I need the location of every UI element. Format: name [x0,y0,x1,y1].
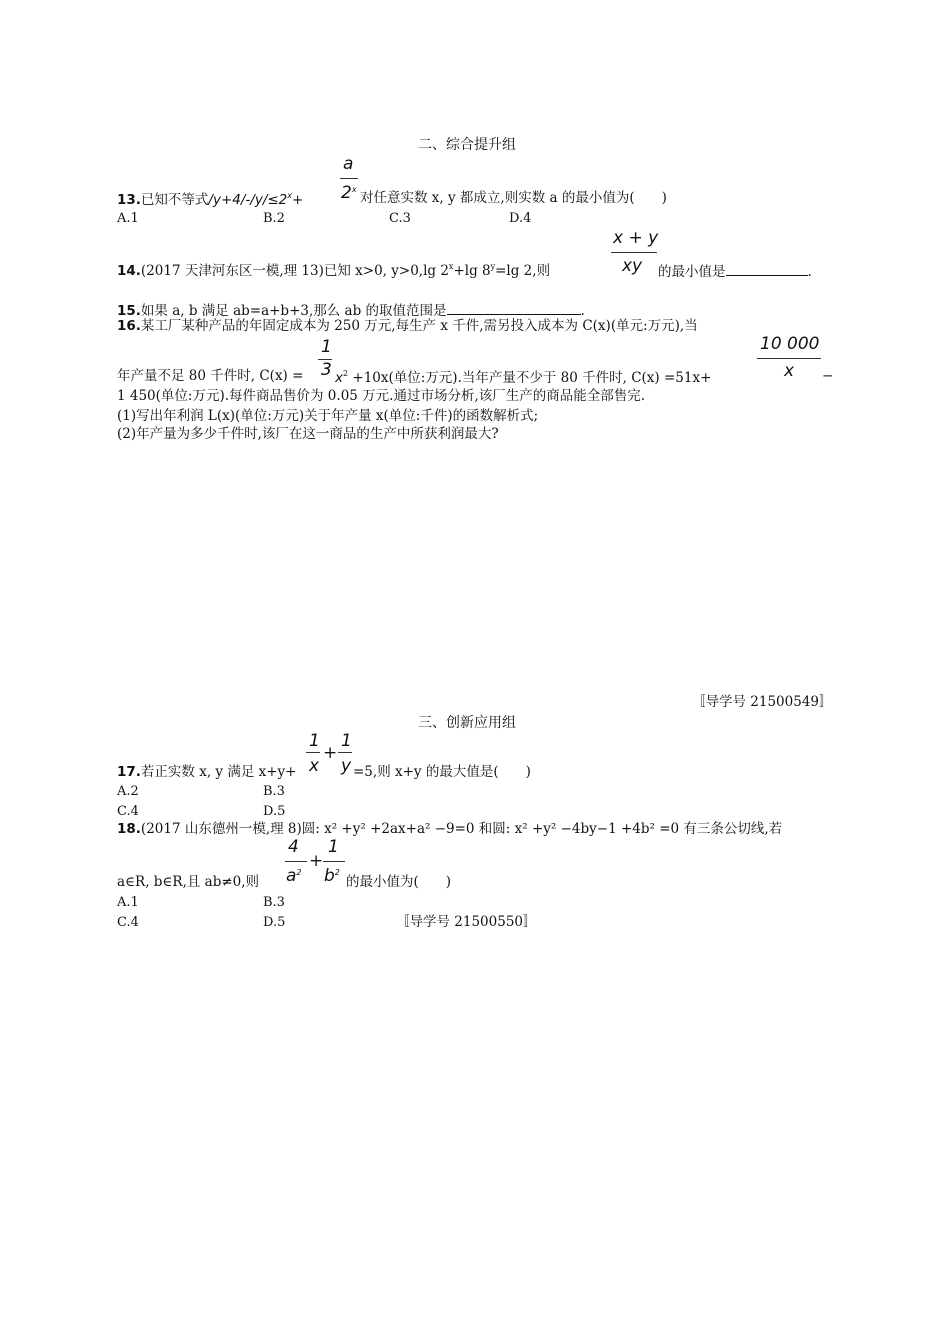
q18-option-d: D.5 [263,915,286,930]
q17-option-d: D.5 [263,804,286,819]
q16-frac1-numerator: 1 [321,337,332,357]
q13-option-b: B.2 [263,211,285,226]
q16-frac1-denominator: 3 [321,360,332,380]
q16-frac2-bar [757,358,821,359]
q17-option-a: A.2 [117,784,139,799]
q18-frac2-denominator: $b^2$ [324,866,340,886]
reference-number-550: 〚导学号 21500550〛 [396,914,537,930]
q18-plus: + [309,851,324,871]
q14-number: 14. [117,263,141,279]
q13-number: 13. [117,192,141,208]
q18-line-2-tail: 的最小值为( ) [346,874,452,890]
q13-line: 13.已知不等式$/y+4/-/y/\le 2^x+$ [117,191,304,208]
q17-number: 17. [117,764,141,780]
q18-number: 18. [117,821,141,837]
q18-frac2-numerator: 1 [328,837,339,857]
q13-frac-bar [340,178,358,179]
question-15: 15.如果 a, b 满足 ab=a+b+3,那么 ab 的取值范围是 . [117,303,585,319]
q14-answer-blank [726,263,808,276]
q13-frac-numerator: a [343,154,354,174]
q17-frac1-bar [306,752,320,753]
q18-line-1: 18.(2017 山东德州一模,理 8)圆: x² +y² +2ax+a² −9=0 和圆: x² +y² −4by−1 +4b² =0 有三条公切线,若 [117,821,783,837]
q16-line-1: 16.某工厂某种产品的年固定成本为 250 万元,每生产 x 千件,需另投入成本为 C(x)(单元:万元),当 [117,318,698,334]
reference-number-549: 〚导学号 21500549〛 [692,694,833,710]
q13-option-a: A.1 [117,211,139,226]
q18-frac1-denominator: $a^2$ [286,866,302,886]
q18-frac1-bar [285,861,307,862]
q18-frac1-numerator: 4 [288,837,299,857]
q16-line-3: 1 450(单位:万元).每件商品售价为 0.05 万元.通过市场分析,该厂生产的商品能全部售完. [117,388,646,404]
q13-option-c: C.3 [389,211,411,226]
q16-line-2-mid: $x^2 +10x$(单位:万元).当年产量不少于 80 千件时, C(x) =51x+ [335,369,712,386]
q18-option-b: B.3 [263,895,285,910]
q18-frac2-bar [323,861,345,862]
q14-line: 14.(2017 天津河东区一模,理 13)已知 x>0, y>0,lg $2^x+\lg$ $8^y=\lg$ 2,则 [117,262,551,279]
q17-frac1-numerator: 1 [309,731,320,751]
q16-frac2-numerator: 10 000 [760,334,820,354]
q13-frac-denominator: 2$^x$ [341,183,357,203]
q16-line-2: 年产量不足 80 千件时, C(x) = [117,368,304,384]
q16-number: 16. [117,318,141,334]
q17-frac2-bar [338,752,352,753]
q16-line-2-end: − [822,368,834,384]
q16-sub-question-1: (1)写出年利润 L(x)(单位:万元)关于年产量 x(单位:千件)的函数解析式; [117,408,539,424]
section-title-3: 三、创新应用组 [418,715,516,731]
q15-answer-blank [447,302,581,315]
section-title-2: 二、综合提升组 [418,137,516,153]
q14-text-tail: 的最小值是 . [658,264,812,280]
q17-frac2-numerator: 1 [341,731,352,751]
q17-option-b: B.3 [263,784,285,799]
q17-frac1-denominator: x [309,756,320,776]
q17-line: 17.若正实数 x, y 满足 x+y+ [117,764,297,780]
q16-frac2-denominator: x [784,361,795,381]
q18-option-a: A.1 [117,895,139,910]
q18-line-2: a∈R, b∈R,且 ab≠0,则 [117,874,260,890]
q14-frac-denominator: xy [622,256,643,276]
q14-frac-numerator: x + y [613,228,659,248]
q18-option-c: C.4 [117,915,139,930]
q13-text-tail: 对任意实数 x, y 都成立,则实数 a 的最小值为( ) [360,190,667,206]
q17-option-c: C.4 [117,804,139,819]
q17-text-tail: =5,则 x+y 的最大值是( ) [353,764,531,780]
q15-number: 15. [117,303,141,319]
q17-plus: + [323,743,338,763]
q14-frac-bar [611,252,657,253]
q13-option-d: D.4 [509,211,532,226]
q16-sub-question-2: (2)年产量为多少千件时,该厂在这一商品的生产中所获利润最大? [117,426,499,442]
q17-frac2-denominator: y [341,756,352,776]
